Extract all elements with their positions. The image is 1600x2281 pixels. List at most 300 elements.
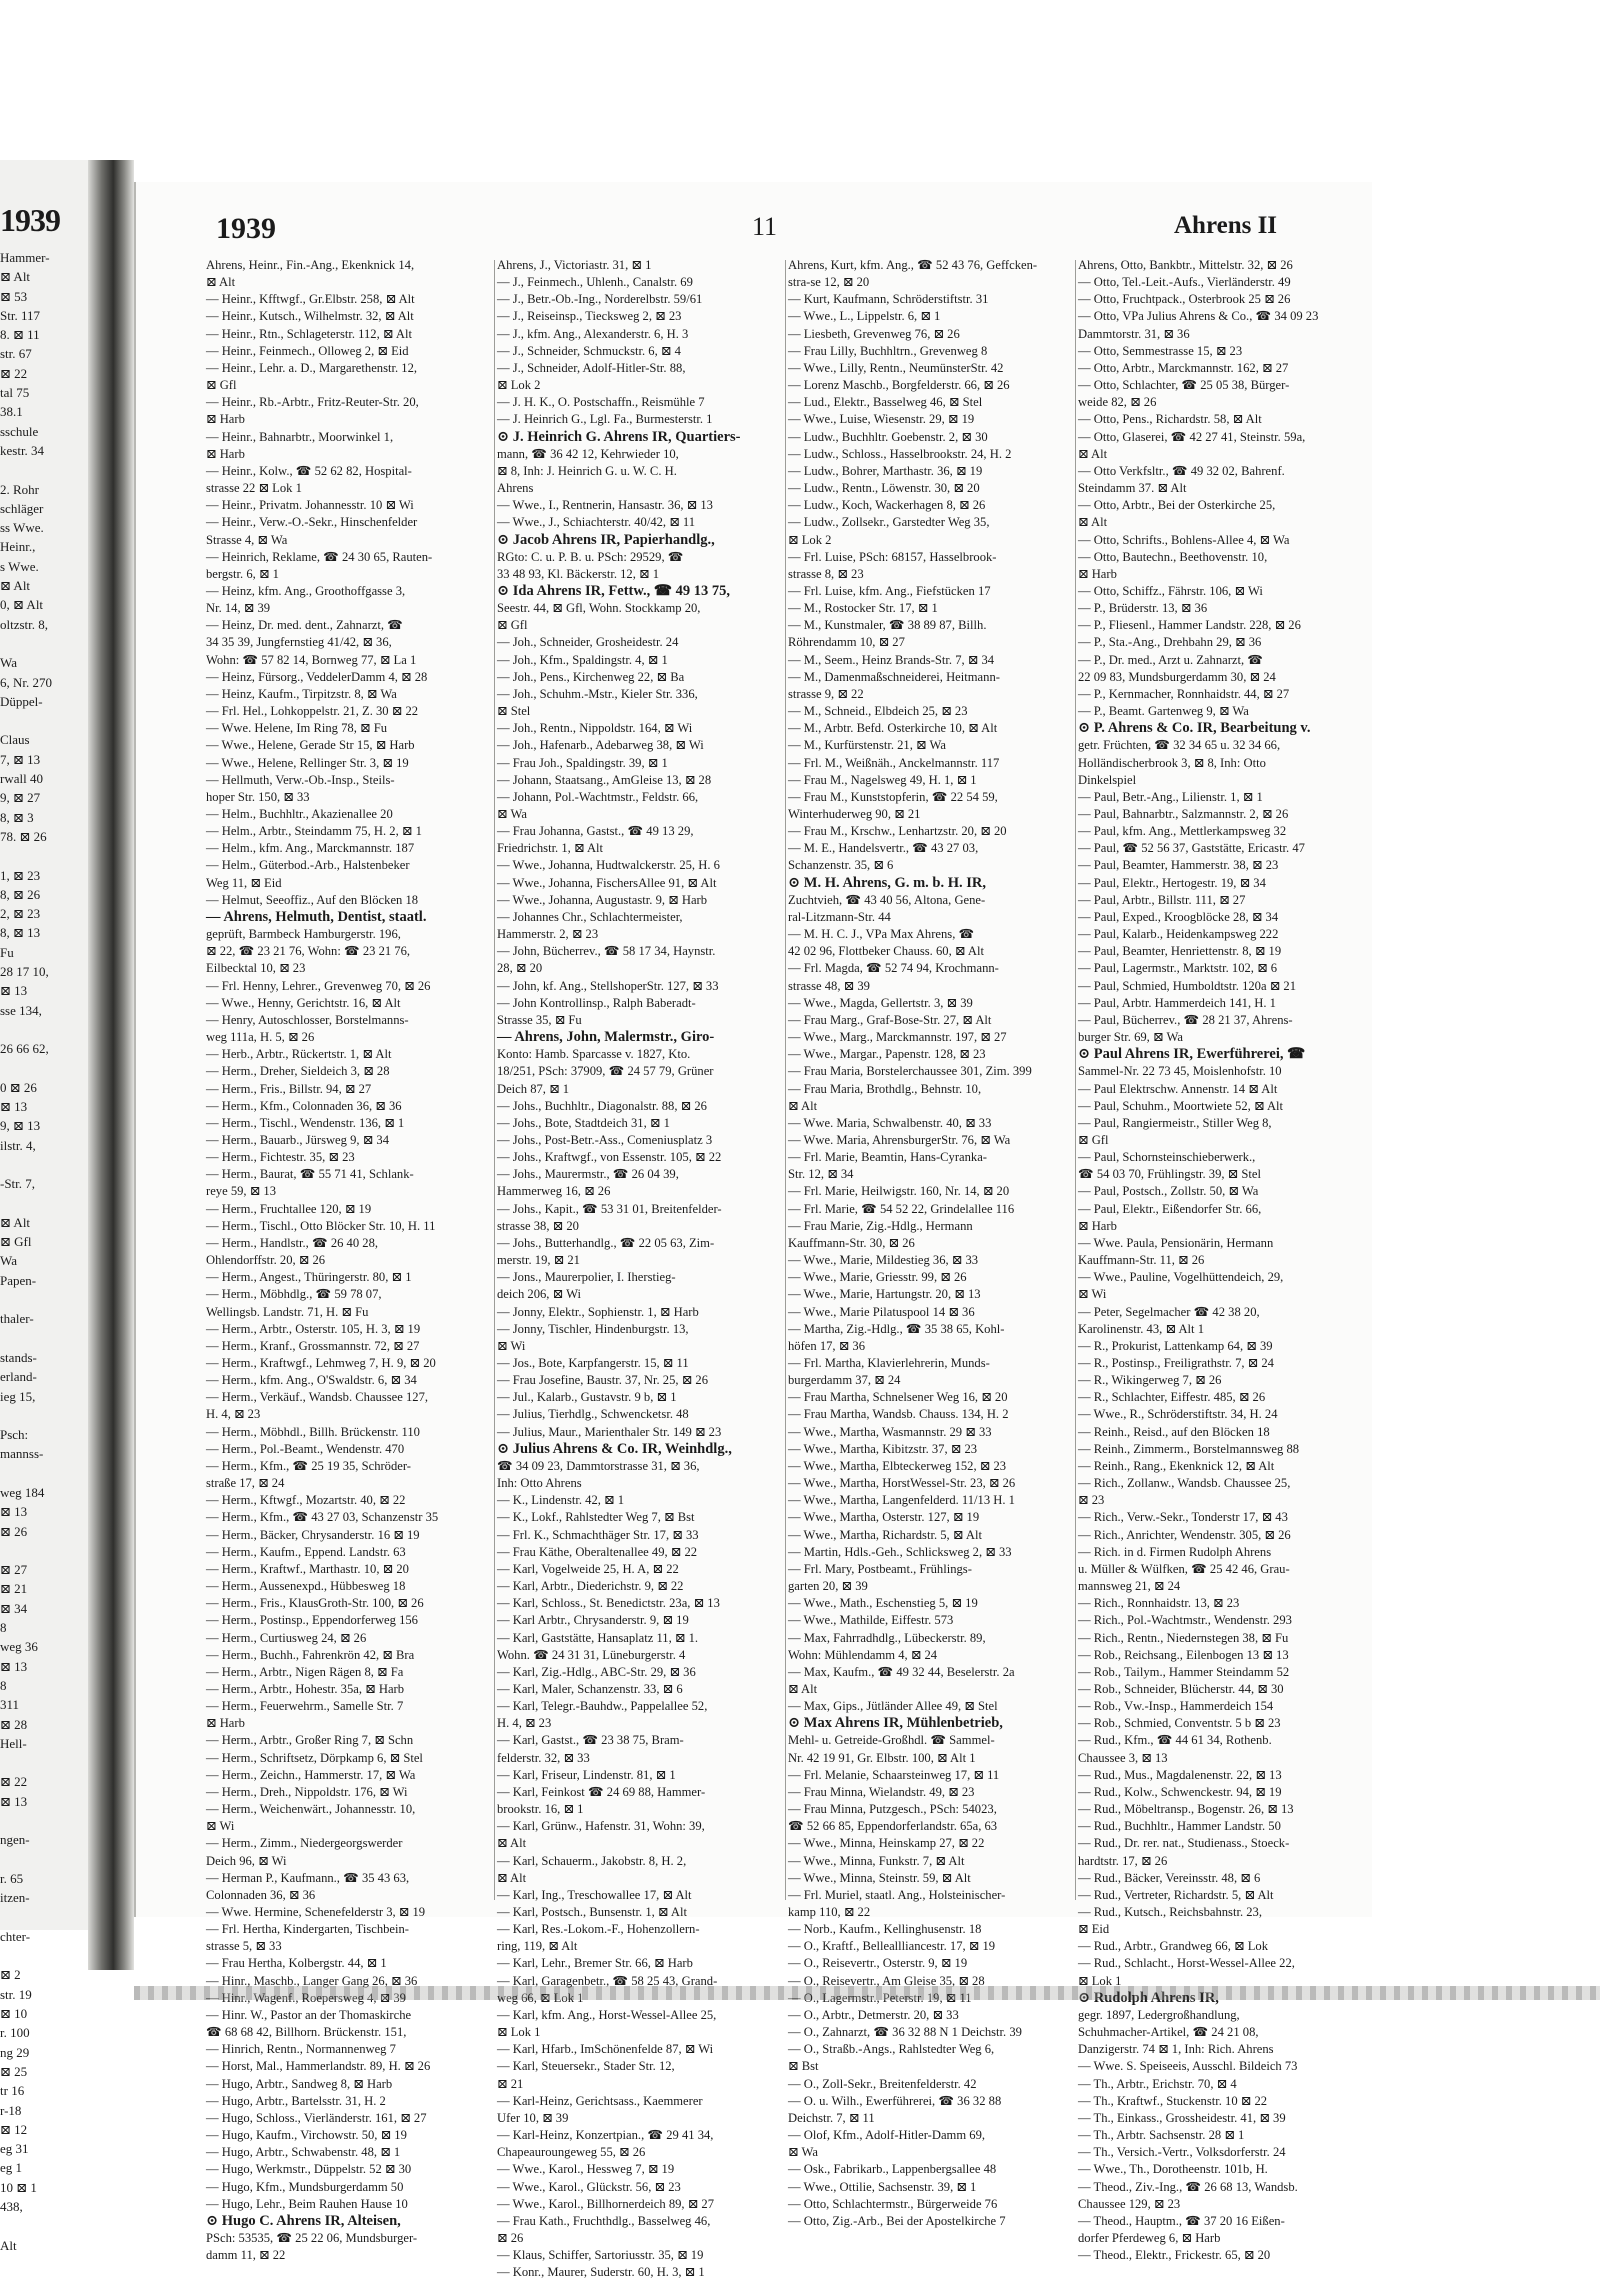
directory-entry-line: — Rud., Kolw., Schwenckestr. 94, ⊠ 19: [1078, 1784, 1282, 1799]
running-head: Ahrens II: [1174, 212, 1278, 239]
directory-entry-line: — Rich., Zollanw., Wandsb. Chaussee 25,: [1078, 1476, 1291, 1491]
column-2: [497, 257, 784, 2280]
directory-entry-line: ⊠ 26: [497, 2230, 524, 2245]
directory-entry-line: — Heinz, kfm. Ang., Groothoffgasse 3,: [206, 583, 406, 598]
directory-entry-line: strasse 8, ⊠ 23: [788, 566, 864, 581]
directory-entry-line: ⊠ Wi: [1078, 1287, 1107, 1302]
directory-entry-line: gegr. 1897, Ledergroßhandlung,: [1078, 2007, 1240, 2022]
left-page-line: -Str. 7,: [0, 1176, 36, 1192]
page-bottom-edge: [134, 1986, 1600, 2000]
directory-entry-line: ⊠ Alt: [497, 1870, 527, 1885]
directory-entry-line: — Heinrich, Reklame, ☎ 24 30 65, Rauten-: [206, 549, 433, 564]
directory-entry-line: Winterhuderweg 90, ⊠ 21: [788, 807, 921, 821]
directory-entry-line: — Herm., Kftwgf., Mozartstr. 40, ⊠ 22: [206, 1493, 406, 1508]
left-page-line: ngen-: [0, 1832, 30, 1848]
directory-entry-line: Dammtorstr. 31, ⊠ 36: [1078, 326, 1190, 341]
left-page-line: Papen-: [0, 1272, 37, 1288]
directory-entry-line: ⊠ 8, Inh: J. Heinrich G. u. W. C. H.: [497, 463, 677, 478]
directory-entry-line: — Paul, Arbtr. Hammerdeich 141, H. 1: [1078, 995, 1276, 1010]
directory-entry-line: — Wwe. Helene, Im Ring 78, ⊠ Fu: [206, 721, 388, 736]
directory-entry-line: — Johannes Chr., Schlachtermeister,: [497, 909, 683, 924]
directory-entry-line: — Rob., Vw.-Insp., Hammerdeich 154: [1078, 1699, 1274, 1714]
directory-entry-line: — M., Seem., Heinz Brands-Str. 7, ⊠ 34: [788, 652, 995, 667]
directory-entry-line: — O., Reisevertr., Am Gleise 35, ⊠ 28: [788, 1973, 985, 1988]
left-page-line: 8, ⊠ 3: [0, 809, 34, 825]
directory-entry-line: ⊠ Alt: [497, 1836, 527, 1851]
directory-entry-line: — Lorenz Maschb., Borgfelderstr. 66, ⊠ 26: [788, 378, 1010, 393]
directory-entry-line: — Paul, Kalarb., Heidenkampsweg 222: [1078, 927, 1279, 942]
directory-entry-line: — Herm., Pol.-Beamt., Wendenstr. 470: [206, 1441, 405, 1456]
directory-entry-line: — Otto, Schlachter, ☎ 25 05 38, Bürger-: [1078, 378, 1290, 393]
directory-entry-line: Hammerweg 16, ⊠ 26: [497, 1184, 611, 1199]
directory-entry-line: kamp 110, ⊠ 22: [788, 1905, 871, 1919]
directory-entry-line: Chaussee 129, ⊠ 23: [1078, 2196, 1181, 2211]
directory-entry-line: — Otto, Arbtr., Bei der Osterkirche 25,: [1078, 498, 1276, 513]
directory-entry-line: — J., Reiseinsp., Tiecksweg 2, ⊠ 23: [497, 309, 682, 324]
directory-entry-line: — J. H. K., O. Postschaffn., Reismühle 7: [497, 395, 705, 410]
directory-entry-line: — Helm., Arbtr., Steindamm 75, H. 2, ⊠ 1: [206, 824, 422, 839]
directory-entry-line: deich 206, ⊠ Wi: [497, 1287, 581, 1302]
left-page-line: rwall 40: [0, 771, 43, 787]
directory-entry-line: burgerdamm 37, ⊠ 24: [788, 1373, 901, 1388]
directory-entry-line: ☎ 52 66 85, Eppendorferlandstr. 65a, 63: [788, 1819, 998, 1834]
directory-entry-line: — Herm., Zeichn., Hammerstr. 17, ⊠ Wa: [206, 1767, 416, 1782]
directory-entry-line: — Theod., Elektr., Frickestr. 65, ⊠ 20: [1078, 2248, 1271, 2263]
directory-entry-line: — Frl. Henny, Lehrer., Grevenweg 70, ⊠ 26: [206, 978, 431, 993]
directory-entry-line: — Wwe., Minna, Heinskamp 27, ⊠ 22: [788, 1836, 985, 1851]
directory-entry-line: hardtstr. 17, ⊠ 26: [1078, 1853, 1168, 1868]
directory-entry-line: stra-se 12, ⊠ 20: [788, 275, 870, 290]
directory-entry-line: — Otto, Fruchtpack., Osterbrook 25 ⊠ 26: [1078, 292, 1291, 307]
left-page-line: ⊠ 10: [0, 2006, 28, 2022]
directory-entry-line: strasse 38, ⊠ 20: [497, 1218, 579, 1233]
directory-entry-line: — Lud., Elektr., Basselweg 46, ⊠ Stel: [788, 395, 983, 410]
left-page-line: ⊠ Alt: [0, 269, 31, 285]
directory-entry-line: Ahrens, Kurt, kfm. Ang., ☎ 52 43 76, Geffcken-: [788, 258, 1038, 272]
directory-entry-line: Colonnaden 36, ⊠ 36: [206, 1887, 316, 1902]
directory-entry-line: — Herm., Tischl., Wendenstr. 136, ⊠ 1: [206, 1115, 405, 1130]
directory-entry-line: Weg 11, ⊠ Eid: [206, 875, 282, 890]
directory-entry-line: — Rud., Schlacht., Horst-Wessel-Allee 22,: [1078, 1956, 1295, 1971]
directory-entry-line: — Heinz, Kaufm., Tirpitzstr. 8, ⊠ Wa: [206, 686, 397, 701]
directory-entry-line: — Wwe., Karol., Billhornerdeich 89, ⊠ 27: [497, 2196, 715, 2211]
left-page-line: ⊠ 13: [0, 1658, 28, 1674]
directory-entry-line: — Heinr., Kolw., ☎ 52 62 82, Hospital-: [206, 463, 412, 478]
directory-entry-line: — Wwe., Margar., Papenstr. 128, ⊠ 23: [788, 1047, 986, 1062]
directory-entry-line: — Otto, Arbtr., Marckmannstr. 162, ⊠ 27: [1078, 360, 1289, 375]
directory-entry-line: — Rud., Kfm., ☎ 44 61 34, Rothenb.: [1078, 1733, 1272, 1748]
directory-entry-line: — Kurt, Kaufmann, Schröderstiftstr. 31: [788, 292, 989, 307]
directory-entry-line: Hammerstr. 2, ⊠ 23: [497, 927, 599, 942]
directory-entry-line: — Rich., Verw.-Sekr., Tonderstr 17, ⊠ 43: [1078, 1510, 1288, 1525]
directory-entry-line: — Herm., Kfm., Colonnaden 36, ⊠ 36: [206, 1098, 402, 1113]
directory-entry-line: ⊙ Rudolph Ahrens IR,: [1078, 1989, 1219, 2006]
directory-entry-line: — J. Heinrich G., Lgl. Fa., Burmesterstr. 1: [497, 412, 713, 427]
page-year: 1939: [216, 212, 276, 245]
directory-entry-line: — Frau Martha, Wandsb. Chauss. 134, H. 2: [788, 1407, 1009, 1422]
directory-entry-line: Konto: Hamb. Sparcasse v. 1827, Kto.: [497, 1047, 691, 1062]
directory-entry-line: — Karl, Friseur, Lindenstr. 81, ⊠ 1: [497, 1767, 676, 1782]
directory-entry-line: — Wwe. Hermine, Schenefelderstr 3, ⊠ 19: [206, 1905, 426, 1919]
directory-entry-line: — Herm., Kfm., ☎ 43 27 03, Schanzenstr 35: [206, 1510, 439, 1525]
left-page-line: ⊠ 28: [0, 1716, 28, 1732]
directory-entry-line: — Frau M., Krschw., Lenhartzstr. 20, ⊠ 20: [788, 824, 1007, 839]
directory-entry-line: — Karl, Zig.-Hdlg., ABC-Str. 29, ⊠ 36: [497, 1664, 696, 1679]
directory-entry-line: — Martin, Hdls.-Geh., Schlicksweg 2, ⊠ 33: [788, 1544, 1012, 1559]
directory-entry-line: — Frau M., Nagelsweg 49, H. 1, ⊠ 1: [788, 772, 977, 787]
directory-entry-line: Ahrens, J., Victoriastr. 31, ⊠ 1: [497, 258, 652, 272]
left-page-line: ⊠ 22: [0, 365, 28, 381]
directory-entry-line: ⊙ P. Ahrens & Co. IR, Bearbeitung v.: [1078, 720, 1311, 737]
directory-entry-line: — Rud., Dr. rer. nat., Studienass., Stoeck-: [1078, 1836, 1290, 1851]
directory-entry-line: ⊠ Wa: [788, 2145, 818, 2160]
directory-entry-line: — Herm., Baurat, ☎ 55 71 41, Schlank-: [206, 1167, 414, 1182]
directory-entry-line: — Wwe., Karol., Hessweg 7, ⊠ 19: [497, 2162, 675, 2177]
directory-entry-line: — Wwe., Marie Pilatuspool 14 ⊠ 36: [788, 1304, 975, 1319]
directory-entry-line: strasse 9, ⊠ 22: [788, 686, 864, 701]
directory-entry-line: — Karl, Grünw., Hafenstr. 31, Wohn: 39,: [497, 1819, 705, 1834]
directory-entry-line: Wohn. ☎ 24 31 31, Lüneburgerstr. 4: [497, 1647, 686, 1662]
directory-entry-line: — Wwe., Th., Dorotheenstr. 101b, H.: [1078, 2162, 1268, 2177]
directory-entry-line: — Hugo, Kfm., Mundsburgerdamm 50: [206, 2179, 404, 2194]
left-page-line: ieg 15,: [0, 1388, 36, 1404]
directory-entry-line: — Paul, ☎ 52 56 37, Gaststätte, Ericastr. 47: [1078, 841, 1305, 856]
directory-entry-line: — Herm., Arbtr., Nigen Rägen 8, ⊠ Fa: [206, 1664, 404, 1679]
directory-entry-line: — Joh., Kfm., Spaldingstr. 4, ⊠ 1: [497, 652, 668, 667]
directory-entry-line: — Karl, Steuersekr., Stader Str. 12,: [497, 2059, 675, 2074]
directory-entry-line: — Heinr., Kfftwgf., Gr.Elbstr. 258, ⊠ Alt: [206, 292, 415, 307]
directory-entry-line: — Herm., Fruchtallee 120, ⊠ 19: [206, 1201, 372, 1216]
left-page-line: 10 ⊠ 1: [0, 2179, 37, 2195]
left-page-line: schläger: [0, 500, 44, 516]
left-page-line: kestr. 34: [0, 442, 45, 458]
directory-entry-line: Wellingsb. Landstr. 71, H. ⊠ Fu: [206, 1304, 369, 1319]
directory-entry-line: merstr. 19, ⊠ 21: [497, 1253, 580, 1268]
directory-entry-line: mannsweg 21, ⊠ 24: [1078, 1579, 1181, 1594]
left-page-line: sschule: [0, 423, 39, 439]
directory-entry-line: — Wwe., Martha, Elbteckerweg 152, ⊠ 23: [788, 1458, 1007, 1473]
directory-entry-line: — Herm., kfm. Ang., O'Swaldstr. 6, ⊠ 34: [206, 1373, 417, 1388]
book-gutter: [88, 160, 134, 1970]
left-page-line: oltzstr. 8,: [0, 616, 49, 632]
left-page-line: weg 184: [0, 1485, 45, 1500]
directory-entry-line: — Joh., Schneider, Grosheidestr. 24: [497, 635, 679, 650]
directory-entry-line: — Liesbeth, Grevenweg 76, ⊠ 26: [788, 326, 960, 341]
directory-entry-line: u. Müller & Wülfken, ☎ 25 42 46, Grau-: [1078, 1561, 1290, 1576]
directory-entry-line: — Frau Johanna, Gastst., ☎ 49 13 29,: [497, 824, 694, 839]
directory-entry-line: — Frau Minna, Putzgesch., PSch: 54023,: [788, 1802, 997, 1817]
left-page-line: 8, ⊠ 26: [0, 886, 41, 902]
directory-entry-line: — Wwe. Paula, Pensionärin, Hermann: [1078, 1235, 1274, 1250]
left-page-line: r-18: [0, 2102, 22, 2118]
directory-entry-line: — Rud., Buchhltr., Hammer Landstr. 50: [1078, 1819, 1281, 1834]
directory-entry-line: — Heinr., Lehr. a. D., Margarethenstr. 12,: [206, 360, 418, 375]
directory-entry-line: Deich 96, ⊠ Wi: [206, 1853, 287, 1868]
directory-entry-line: — Herm., Curtiusweg 24, ⊠ 26: [206, 1630, 367, 1645]
left-page-line: 7, ⊠ 13: [0, 751, 41, 767]
left-page-line: 2. Rohr: [0, 481, 39, 497]
directory-entry-line: — Wwe., Martha, Richardstr. 5, ⊠ Alt: [788, 1527, 982, 1542]
directory-entry-line: — Ludw., Koch, Wackerhagen 8, ⊠ 26: [788, 498, 986, 513]
directory-entry-line: Danzigerstr. 74 ⊠ 1, Inh: Rich. Ahrens: [1078, 2042, 1274, 2057]
directory-entry-line: — Johann, Staatsang., AmGleise 13, ⊠ 28: [497, 772, 712, 787]
left-page-line: Hammer-: [0, 250, 50, 265]
directory-entry-line: ⊠ Gfl: [206, 378, 237, 393]
directory-entry-line: — Wwe., Henny, Gerichtstr. 16, ⊠ Alt: [206, 995, 401, 1010]
left-page-line: ⊠ 34: [0, 1600, 28, 1616]
directory-entry-line: — M., Kurfürstenstr. 21, ⊠ Wa: [788, 738, 946, 753]
directory-entry-line: — Frl. Martha, Klavierlehrerin, Munds-: [788, 1356, 990, 1370]
directory-entry-line: — R., Prokurist, Lattenkamp 64, ⊠ 39: [1078, 1338, 1273, 1353]
directory-entry-line: — Joh., Hafenarb., Adebarweg 38, ⊠ Wi: [497, 738, 704, 753]
directory-entry-line: — Reinh., Rang., Ekenknick 12, ⊠ Alt: [1078, 1458, 1275, 1473]
directory-entry-line: Schanzenstr. 35, ⊠ 6: [788, 858, 894, 873]
directory-entry-line: — Jonny, Elektr., Sophienstr. 1, ⊠ Harb: [497, 1304, 699, 1319]
left-page-line: str. 67: [0, 346, 32, 362]
directory-entry-line: — O., Zahnarzt, ☎ 36 32 88 N 1 Deichstr. 39: [788, 2025, 1022, 2040]
directory-entry-line: — Herm., Kaufm., Eppend. Landstr. 63: [206, 1544, 406, 1559]
column-divider: [785, 260, 786, 1900]
left-page-line: [0, 1329, 88, 1348]
left-page-line: [0, 1290, 88, 1309]
directory-entry-line: getr. Früchten, ☎ 32 34 65 u. 32 34 66,: [1078, 738, 1281, 753]
directory-entry-line: Deichstr. 7, ⊠ 11: [788, 2110, 875, 2125]
directory-entry-line: ring, 119, ⊠ Alt: [497, 1939, 578, 1954]
left-page-line: ⊠ Gfl: [0, 1234, 32, 1250]
directory-entry-line: — Otto, Schlachtermstr., Bürgerweide 76: [788, 2196, 998, 2211]
directory-entry-line: ⊠ 21: [497, 2076, 524, 2091]
directory-entry-line: — Rich. in d. Firmen Rudolph Ahrens: [1078, 1544, 1272, 1559]
directory-entry-line: ⊙ Hugo C. Ahrens IR, Alteisen,: [206, 2212, 401, 2229]
directory-entry-line: — K., Lokf., Rahlstedter Weg 7, ⊠ Bst: [497, 1510, 695, 1525]
left-page-line: Düppel-: [0, 693, 43, 709]
directory-entry-line: Kauffmann-Str. 30, ⊠ 26: [788, 1235, 915, 1250]
directory-entry-line: — Rich., Pol.-Wachtmstr., Wendenstr. 293: [1078, 1613, 1292, 1628]
directory-entry-line: — Rud., Arbtr., Grandweg 66, ⊠ Lok: [1078, 1939, 1268, 1954]
directory-entry-line: — K., Lindenstr. 42, ⊠ 1: [497, 1493, 625, 1508]
directory-entry-line: ⊙ J. Heinrich G. Ahrens IR, Quartiers-: [497, 428, 741, 445]
directory-entry-line: — P., Fliesenl., Hammer Landstr. 228, ⊠ 26: [1078, 618, 1301, 633]
directory-entry-line: — Herm., Arbtr., Hohestr. 35a, ⊠ Harb: [206, 1681, 405, 1696]
directory-entry-line: — Frau Kath., Fruchthdlg., Basselweg 46,: [497, 2213, 711, 2228]
directory-entry-line: — Johs., Kraftwgf., von Essenstr. 105, ⊠ 22: [497, 1150, 722, 1165]
page-number: 11: [752, 212, 778, 241]
directory-entry-line: — Hugo, Werkmstr., Düppelstr. 52 ⊠ 30: [206, 2162, 412, 2177]
left-page-line: [0, 1155, 88, 1174]
directory-entry-line: — Herm., Handlstr., ☎ 26 40 28,: [206, 1235, 379, 1250]
left-page-line: [0, 2216, 88, 2235]
left-page-line: [0, 1464, 88, 1483]
directory-entry-line: Ohlendorffstr. 20, ⊠ 26: [206, 1253, 326, 1268]
directory-entry-line: — Osk., Fabrikarb., Lappenbergsallee 48: [788, 2162, 997, 2177]
directory-entry-line: ⊠ 23: [1078, 1493, 1105, 1508]
directory-entry-line: — Konr., Maurer, Suderstr. 60, H. 3, ⊠ 1: [497, 2265, 705, 2280]
directory-entry-line: Zuchtvieh, ☎ 43 40 56, Altona, Gene-: [788, 892, 986, 907]
left-page-line: ⊠ 53: [0, 288, 28, 304]
directory-entry-line: — Herm., Weichenwärt., Johannesstr. 10,: [206, 1802, 416, 1817]
directory-entry-line: Steindamm 37. ⊠ Alt: [1078, 481, 1187, 496]
directory-entry-line: H. 4, ⊠ 23: [206, 1407, 261, 1422]
left-page-line: [0, 1753, 88, 1772]
left-page-line: [0, 1811, 88, 1830]
directory-entry-line: — Wwe., Martha, Wasmannstr. 29 ⊠ 33: [788, 1424, 992, 1439]
directory-entry-line: 33 48 93, Kl. Bäckerstr. 12, ⊠ 1: [497, 566, 660, 581]
directory-entry-line: — Paul, Beamter, Henriettenstr. 8, ⊠ 19: [1078, 944, 1282, 959]
directory-entry-line: — Karl, Lehr., Bremer Str. 66, ⊠ Harb: [497, 1956, 693, 1971]
directory-entry-line: — M. H. C. J., VPa Max Ahrens, ☎: [788, 927, 975, 942]
directory-entry-line: — Karl, kfm. Ang., Horst-Wessel-Allee 25,: [497, 2007, 717, 2022]
directory-entry-line: — Johs., Bote, Stadtdeich 31, ⊠ 1: [497, 1115, 670, 1130]
directory-entry-line: RGto: C. u. P. B. u. PSch: 29529, ☎: [497, 549, 684, 564]
directory-entry-line: Strasse 4, ⊠ Wa: [206, 532, 288, 547]
directory-entry-line: Dinkelspiel: [1078, 772, 1137, 787]
left-page-line: ⊠ 13: [0, 983, 28, 999]
column-divider: [1075, 260, 1076, 1900]
directory-entry-line: strasse 5, ⊠ 33: [206, 1939, 282, 1954]
directory-entry-line: — O., Zoll-Sekr., Breitenfelderstr. 42: [788, 2076, 977, 2091]
left-page-line: ⊠ 13: [0, 1099, 28, 1115]
directory-entry-line: bergstr. 6, ⊠ 1: [206, 566, 279, 581]
directory-entry-line: — Norb., Kaufm., Kellinghusenstr. 18: [788, 1922, 982, 1937]
directory-entry-line: Kauffmann-Str. 11, ⊠ 26: [1078, 1253, 1205, 1268]
directory-entry-line: Ahrens: [497, 481, 534, 496]
directory-entry-line: — Hugo, Arbtr., Bartelsstr. 31, H. 2: [206, 2093, 386, 2108]
directory-entry-line: Nr. 42 19 91, Gr. Elbstr. 100, ⊠ Alt 1: [788, 1750, 976, 1765]
directory-entry-line: — Paul, kfm. Ang., Mettlerkampsweg 32: [1078, 824, 1287, 839]
directory-entry-line: — Ludw., Zollsekr., Garstedter Weg 35,: [788, 515, 990, 530]
left-page-line: Claus: [0, 732, 30, 748]
directory-entry-line: weg 66, ⊠ Lok 1: [497, 1990, 584, 2005]
directory-entry-line: Mehl- u. Getreide-Großhdl. ☎ Sammel-: [788, 1733, 995, 1748]
directory-entry-line: ⊠ Lok 2: [497, 378, 541, 393]
directory-entry-line: — Hugo, Kaufm., Virchowstr. 50, ⊠ 19: [206, 2128, 407, 2143]
directory-entry-line: — Rob., Tailym., Hammer Steindamm 52: [1078, 1664, 1290, 1679]
directory-entry-line: — Heinr., Feinmech., Olloweg 2, ⊠ Eid: [206, 343, 409, 358]
left-page-line: erland-: [0, 1369, 37, 1385]
directory-entry-line: — Frl. Marie, ☎ 54 52 22, Grindelallee 116: [788, 1201, 1015, 1216]
directory-entry-line: — Herm., Kfm., ☎ 25 19 35, Schröder-: [206, 1458, 412, 1473]
directory-entry-line: — Ludw., Buchhltr. Goebenstr. 2, ⊠ 30: [788, 429, 988, 444]
directory-entry-line: garten 20, ⊠ 39: [788, 1579, 868, 1594]
left-page-line: 6, Nr. 270: [0, 674, 52, 690]
left-page-line: [0, 1194, 88, 1213]
directory-entry-line: — Herm., Aussenexpd., Hübbesweg 18: [206, 1579, 406, 1594]
left-page-line: 311: [0, 1697, 20, 1713]
left-page-line: thaler-: [0, 1311, 34, 1327]
directory-entry-line: — Paul, Elektr., Hertogestr. 19, ⊠ 34: [1078, 875, 1266, 890]
directory-entry-line: — Otto, Zig.-Arb., Bei der Apostelkirche 7: [788, 2213, 1006, 2228]
directory-entry-line: — Herm., Zimm., Niedergeorgswerder: [206, 1836, 403, 1851]
directory-entry-line: — Heinz, Dr. med. dent., Zahnarzt, ☎: [206, 618, 403, 633]
directory-entry-line: Str. 12, ⊠ 34: [788, 1167, 854, 1182]
directory-entry-line: Chaussee 3, ⊠ 13: [1078, 1750, 1168, 1765]
directory-entry-line: — O., Lagermstr., Peterstr. 19, ⊠ 11: [788, 1990, 972, 2005]
directory-entry-line: — Paul, Postsch., Zollstr. 50, ⊠ Wa: [1078, 1184, 1259, 1199]
directory-entry-line: ⊠ Wi: [206, 1819, 235, 1834]
directory-entry-line: — Frl. Luise, kfm. Ang., Fiefstücken 17: [788, 583, 991, 598]
directory-entry-line: — Rich., Anrichter, Wendenstr. 305, ⊠ 26: [1078, 1527, 1291, 1542]
directory-entry-line: Eilbecktal 10, ⊠ 23: [206, 961, 306, 976]
directory-entry-line: — Paul, Bücherrev., ☎ 28 21 37, Ahrens-: [1078, 1012, 1293, 1027]
left-page-line: [0, 1541, 88, 1560]
directory-entry-line: Wohn: Mühlendamm 4, ⊠ 24: [788, 1647, 938, 1662]
directory-entry-line: dorfer Pferdeweg 6, ⊠ Harb: [1078, 2230, 1221, 2245]
directory-entry-line: — Herm., Fris., KlausGroth-Str. 100, ⊠ 26: [206, 1596, 424, 1611]
directory-entry-line: ⊠ Alt: [788, 1681, 818, 1696]
directory-entry-line: — Herm., Tischl., Otto Blöcker Str. 10, H. 11: [206, 1218, 436, 1233]
directory-entry-line: — Wwe., L., Lippelstr. 6, ⊠ 1: [788, 309, 941, 324]
left-page-line: ss Wwe.: [0, 520, 44, 536]
directory-entry-line: — Herm., Bauarb., Jürsweg 9, ⊠ 34: [206, 1132, 389, 1147]
directory-entry-line: — P., Beamt. Gartenweg 9, ⊠ Wa: [1078, 704, 1249, 719]
directory-entry-line: — Otto Verkfsltr., ☎ 49 32 02, Bahrenf.: [1078, 463, 1285, 478]
directory-entry-line: Röhrendamm 10, ⊠ 27: [788, 635, 905, 650]
directory-entry-line: Ahrens, Heinr., Fin.-Ang., Ekenknick 14,: [206, 258, 415, 272]
directory-entry-line: — M., Arbtr. Befd. Osterkirche 10, ⊠ Alt: [788, 721, 998, 736]
directory-entry-line: — Herm., Dreher, Sieldeich 3, ⊠ 28: [206, 1064, 390, 1079]
directory-entry-line: — Reinh., Zimmerm., Borstelmannsweg 88: [1078, 1441, 1300, 1456]
directory-entry-line: — Herm., Kranf., Grossmannstr. 72, ⊠ 27: [206, 1338, 420, 1353]
directory-entry-line: — Hugo, Lehr., Beim Rauhen Hause 10: [206, 2196, 408, 2211]
directory-entry-line: — Hellmuth, Verw.-Ob.-Insp., Steils-: [206, 772, 395, 787]
left-page-line: [0, 846, 88, 865]
directory-entry-line: — Johs., Buchhltr., Diagonalstr. 88, ⊠ 26: [497, 1098, 707, 1113]
directory-entry-line: ⊠ Gfl: [497, 618, 528, 633]
directory-entry-line: Schuhmacher-Artikel, ☎ 24 21 08,: [1078, 2025, 1259, 2040]
left-page-line: 9, ⊠ 27: [0, 790, 41, 806]
directory-entry-line: ⊠ Alt: [1078, 515, 1108, 530]
left-page-line: chter-: [0, 1928, 31, 1944]
directory-entry-line: — Max, Fahrradhdlg., Lübeckerstr. 89,: [788, 1630, 986, 1645]
directory-entry-line: — John, kf. Ang., StellshoperStr. 127, ⊠ 33: [497, 978, 719, 993]
directory-entry-line: Ufer 10, ⊠ 39: [497, 2110, 569, 2125]
directory-entry-line: ⊠ Stel: [497, 704, 531, 719]
directory-entry-line: — O. u. Wilh., Ewerführerei, ☎ 36 32 88: [788, 2093, 1002, 2108]
directory-entry-line: — Helmut, Seeoffiz., Auf den Blöcken 18: [206, 892, 419, 907]
left-page-line: 9, ⊠ 13: [0, 1118, 41, 1134]
directory-entry-line: ⊙ M. H. Ahrens, G. m. b. H. IR,: [788, 874, 986, 891]
left-page-line: 38.1: [0, 404, 23, 420]
directory-entry-line: PSch: 53535, ☎ 25 22 06, Mundsburger-: [206, 2230, 418, 2245]
directory-entry-line: — Henry, Autoschlosser, Borstelmanns-: [206, 1012, 409, 1027]
directory-entry-line: — P., Kernmacher, Ronnhaidstr. 44, ⊠ 27: [1078, 686, 1290, 701]
directory-entry-line: — Johs., Post-Betr.-Ass., Comeniusplatz 3: [497, 1132, 713, 1147]
directory-entry-line: — P., Sta.-Ang., Drehbahn 29, ⊠ 36: [1078, 635, 1262, 650]
directory-entry-line: — Wwe., Helene, Rellinger Str. 3, ⊠ 19: [206, 755, 409, 770]
directory-entry-line: — Wwe., Marie, Mildestieg 36, ⊠ 33: [788, 1253, 979, 1268]
directory-entry-line: — Wwe., J., Schiachterstr. 40/42, ⊠ 11: [497, 515, 696, 530]
directory-entry-line: — Otto, VPa Julius Ahrens & Co., ☎ 34 09 23: [1078, 309, 1319, 324]
directory-entry-line: — Otto, Schiffz., Fährstr. 106, ⊠ Wi: [1078, 583, 1263, 598]
directory-entry-line: — Karl, Res.-Lokom.-F., Hohenzollern-: [497, 1922, 700, 1937]
directory-entry-line: — R., Schlachter, Eiffestr. 485, ⊠ 26: [1078, 1390, 1266, 1405]
directory-entry-line: — Paul, Elektr., Eißendorfer Str. 66,: [1078, 1201, 1262, 1216]
directory-entry-line: — Ludw., Schloss., Hasselbrookstr. 24, H. 2: [788, 446, 1012, 461]
directory-entry-line: — Johann, Pol.-Wachtmstr., Feldstr. 66,: [497, 789, 699, 804]
directory-entry-line: ⊙ Ida Ahrens IR, Fettw., ☎ 49 13 75,: [497, 582, 730, 599]
directory-entry-line: — Wwe. Maria, Schwalbenstr. 40, ⊠ 33: [788, 1115, 992, 1130]
directory-entry-line: — Karl-Heinz, Konzertpian., ☎ 29 41 34,: [497, 2128, 714, 2143]
directory-entry-line: — Paul, Bahnarbtr., Salzmannstr. 2, ⊠ 26: [1078, 807, 1289, 821]
directory-entry-line: ⊠ Alt: [788, 1098, 818, 1113]
directory-entry-line: — Jons., Maurerpolier, I. Iherstieg-: [497, 1270, 676, 1285]
directory-entry-line: — Wwe., Helene, Gerade Str 15, ⊠ Harb: [206, 738, 415, 753]
left-page-line: Str. 117: [0, 307, 40, 323]
directory-entry-line: ⊙ Julius Ahrens & Co. IR, Weinhdlg.,: [497, 1440, 732, 1457]
directory-entry-line: — Herm., Buchh., Fahrenkrön 42, ⊠ Bra: [206, 1647, 415, 1662]
directory-entry-line: ⊠ Harb: [206, 1716, 245, 1731]
directory-entry-line: — Frl. Marie, Heilwigstr. 160, Nr. 14, ⊠ 20: [788, 1184, 1010, 1199]
